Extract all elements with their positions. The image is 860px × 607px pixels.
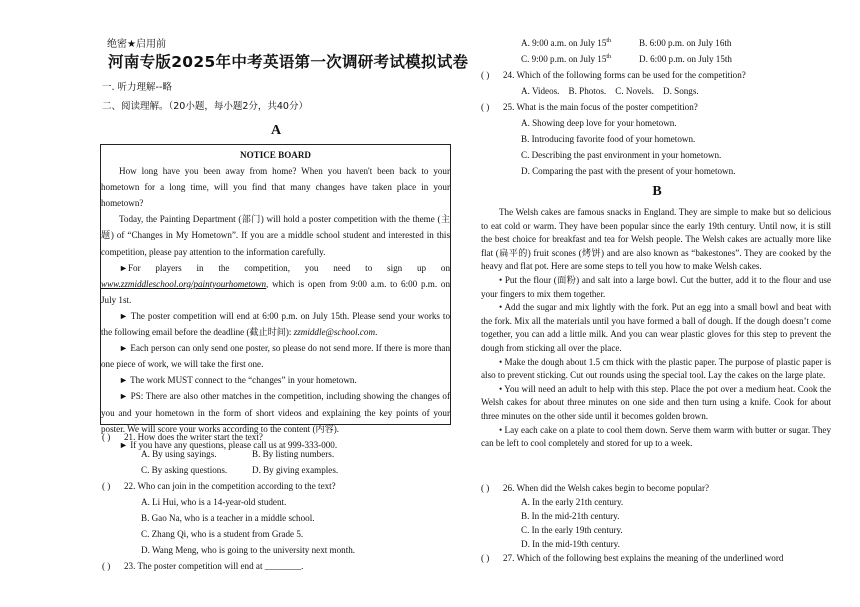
- notice-p4-pre: ► The poster competition will end at 6:00 p.m. on July 15th. Please send your works to the following email before the deadline (截止时间):: [101, 310, 450, 338]
- notice-paragraph-3: [101, 260, 450, 308]
- notice-paragraph-2: Today, the Painting Department (部门) will hold a poster competition with the theme (主题) of “Changes in My Hometown”. If you are a middle school student and interested in this competition, please pay attention to the information carefully.: [101, 214, 450, 257]
- option-23c: [521, 54, 611, 64]
- answer-blank[interactable]: ( ): [102, 432, 111, 442]
- superscript: th: [606, 53, 612, 60]
- option-22b: B. Gao Na, who is a teacher in a middle school.: [141, 513, 315, 523]
- question-text: 25. What is the main focus of the poster competition?: [503, 102, 698, 112]
- option-25b: B. Introducing favorite food of your hometown.: [521, 134, 696, 144]
- question-27: [481, 553, 783, 563]
- notice-p3-pre: ►For players in the competition, you need to sign up on: [119, 262, 450, 273]
- passage-b-paragraph-5: • You will need an adult to help with this step. Place the pot over a medium heat. Cook the Welsh cakes for about three minutes on one side and then turn using a knife. Cook for about three minutes on the other side until it becomes golden brown.: [481, 383, 831, 421]
- notice-p4-post: .: [375, 327, 378, 338]
- option-21d: D. By giving examples.: [252, 465, 339, 475]
- option-25d: D. Comparing the past with the present of your hometown.: [521, 166, 736, 176]
- answer-blank[interactable]: ( ): [481, 553, 490, 563]
- passage-b: [481, 206, 831, 451]
- question-text: 21. How does the writer start the text?: [124, 432, 263, 442]
- passage-b-paragraph-4: • Make the dough about 1.5 cm thick with the plastic paper. The purpose of plastic paper is also to prevent sticking. Cut out rounds using the special tool. Lay the cakes on the large plate.: [481, 356, 831, 381]
- notice-board-title: NOTICE BOARD: [240, 150, 311, 160]
- notice-p3-post: , which is open from 9:00 a.m. to 6:00 p.m. on July 1st.: [101, 278, 450, 305]
- question-text: 22. Who can join in the competition according to the text?: [124, 481, 336, 491]
- notice-paragraph-6: ► The work MUST connect to the “changes” in your hometown.: [119, 375, 357, 386]
- option-21c: C. By asking questions.: [141, 465, 228, 475]
- signup-link[interactable]: www.zzmiddleschool.org/paintyourhometown: [101, 278, 267, 289]
- question-21: [102, 432, 263, 442]
- option-26a: A. In the early 21th century.: [521, 497, 624, 507]
- exam-title: 河南专版2025年中考英语第一次调研考试模拟试卷: [108, 53, 469, 71]
- question-22: [102, 481, 336, 491]
- option-text: A. 9:00 a.m. on July 15: [521, 38, 607, 48]
- question-text: 23. The poster competition will end at ________.: [124, 561, 304, 571]
- option-25a: A. Showing deep love for your hometown.: [521, 118, 677, 128]
- question-26: [481, 483, 709, 493]
- option-21a: A. By using sayings.: [141, 449, 217, 459]
- question-24: [481, 70, 746, 80]
- part-b-label: B: [652, 184, 662, 199]
- answer-blank[interactable]: ( ): [481, 102, 490, 112]
- contact-email: zzmiddle@school.com: [293, 327, 376, 338]
- superscript: th: [606, 37, 612, 44]
- option-text: C. 9:00 p.m. on July 15: [521, 54, 607, 64]
- option-25c: C. Describing the past environment in your hometown.: [521, 150, 722, 160]
- question-text: 27. Which of the following best explains the meaning of the underlined word: [503, 553, 784, 563]
- option-23d: D. 6:00 p.m. on July 15th: [639, 54, 732, 64]
- option-26c: C. In the early 19th century.: [521, 525, 623, 535]
- notice-paragraph-7: ► PS: There are also other matches in the competition, including showing the changes of you and your hometown in the form of short videos and explaining the key points of your poster. We will score your works according to the content (内容).: [101, 391, 450, 434]
- answer-blank[interactable]: ( ): [481, 70, 490, 80]
- question-text: 26. When did the Welsh cakes begin to become popular?: [503, 483, 710, 493]
- option-21b: B. By listing numbers.: [252, 449, 335, 459]
- options-24: A. Videos. B. Photos. C. Novels. D. Songs.: [521, 86, 699, 96]
- option-23a: [521, 38, 611, 48]
- option-22d: D. Wang Meng, who is going to the university next month.: [141, 545, 356, 555]
- passage-b-paragraph-3: • Add the sugar and mix lightly with the fork. Put an egg into a small bowl and beat with the fork. Mix all the materials until you have formed a ball of dough. If the dough doesn’t come together, you can add a little milk. And you can wear plastic gloves for this step to prevent the dough from sticking all over the place.: [481, 302, 831, 353]
- section-reading: 二、阅读理解。（20小题，每小题2分，共40分）: [102, 101, 308, 112]
- answer-blank[interactable]: ( ): [102, 561, 111, 571]
- passage-b-paragraph-2: • Put the flour (面粉) and salt into a large bowl. Cut the butter, add it to the flour and use your fingers to mix them together.: [481, 274, 831, 299]
- question-23: [102, 561, 303, 571]
- option-22a: A. Li Hui, who is a 14-year-old student.: [141, 497, 287, 507]
- notice-paragraph-8: ► If you have any questions, please call us at 999-333-000.: [119, 439, 338, 450]
- passage-b-paragraph-1: The Welsh cakes are famous snacks in England. They are simple to make but so delicious to eat cold or warm. They have been popular since the early 19th century. Until now, it is still the best choice for breakfast and tea for Welsh people. The Welsh cakes are actually more like flat (扁平的) fruit scones (烤饼) and are also known as “bakestones”. They are cooked by the heavy and flat pot. Here are some steps to tell you how to make Welsh cakes.: [481, 207, 831, 272]
- passage-b-paragraph-6: • Lay each cake on a plate to cool them down. Serve them warm with butter or sugar. They can be left to cool completely and stored for up to a week.: [481, 424, 831, 449]
- confidential-label: 绝密★启用前: [107, 39, 166, 50]
- answer-blank[interactable]: ( ): [102, 481, 111, 491]
- part-a-label: A: [270, 123, 282, 138]
- option-26b: B. In the mid-21th century.: [521, 511, 620, 521]
- section-listening: 一. 听力理解--略: [102, 82, 172, 93]
- question-25: [481, 102, 698, 112]
- notice-paragraph-4: [101, 308, 450, 340]
- option-23b: B. 6:00 p.m. on July 16th: [639, 38, 732, 48]
- option-22c: C. Zhang Qi, who is a student from Grade 5.: [141, 529, 304, 539]
- question-text: 24. Which of the following forms can be used for the competition?: [503, 70, 746, 80]
- answer-blank[interactable]: ( ): [481, 483, 490, 493]
- notice-paragraph-5: ► Each person can only send one poster, so please do not send more. If there is more than one piece of work, we will take the first one.: [101, 343, 450, 370]
- option-26d: D. In the mid-19th century.: [521, 539, 620, 549]
- notice-paragraph-1: How long have you been away from home? When you haven't been back to your hometown for a long time, will you find that many changes have taken place in your hometown?: [101, 166, 450, 209]
